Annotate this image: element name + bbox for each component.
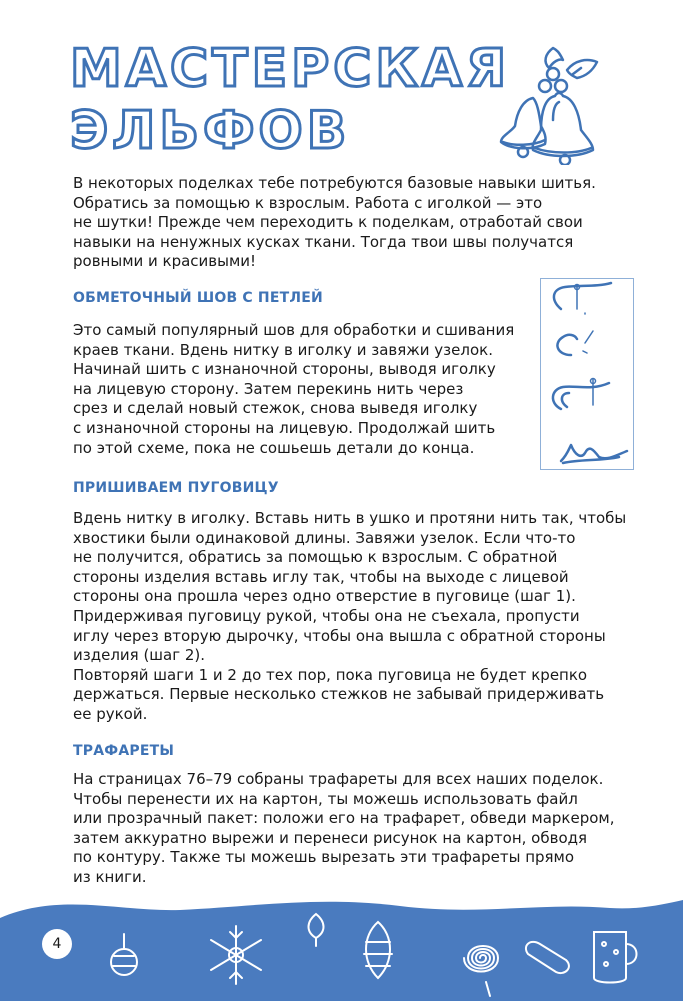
text-line: затем аккуратно вырежи и перенеси рисунок на картон, обводя [73, 828, 588, 847]
text-line: срез и сделай новый стежок, снова выведя иголку [73, 399, 478, 418]
overcast-stitch-paragraph [73, 321, 514, 458]
stencils-paragraph [73, 770, 615, 888]
text-line: Придерживая пуговицу рукой, чтобы она не съехала, пропусти [73, 606, 580, 625]
text-line: ее рукой. [73, 704, 148, 723]
text-line: не получится, обратись за помощью к взрослым. С обратной [73, 548, 558, 567]
text-line: Вдень нитку в иголку. Вставь нить в ушко и протяни нить так, чтобы [73, 509, 627, 527]
sew-button-paragraph [73, 509, 626, 725]
text-line: Повторяй шаги 1 и 2 до тех пор, пока пуговица не будет крепко [73, 665, 588, 684]
section-heading-overcast-stitch: ОБМЕТОЧНЫЙ ШОВ С ПЕТЛЕЙ [73, 290, 323, 306]
section-heading-sew-button: ПРИШИВАЕМ ПУГОВИЦУ [73, 480, 279, 496]
title-line-1: МАСТЕРСКАЯ [70, 39, 511, 99]
intro-line: навыки на ненужных кусках ткани. Тогда твои швы получатся [73, 232, 574, 251]
text-line: стороны она прошла через одно отверстие в пуговице (шаг 1). [73, 587, 576, 606]
text-line: из книги. [73, 867, 147, 886]
title-line-2: ЭЛЬФОВ [70, 101, 351, 161]
text-line: Это самый популярный шов для обработки и сшивания [73, 321, 515, 339]
intro-line: В некоторых поделках тебе потребуются базовые навыки шитья. [73, 174, 596, 192]
bells-holly-icon [493, 40, 608, 165]
intro-paragraph [73, 174, 596, 272]
text-line: по этой схеме, пока не сошьешь детали до конца. [73, 438, 475, 457]
section-heading-stencils: ТРАФАРЕТЫ [73, 743, 175, 759]
text-line: На страницах 76–79 собраны трафареты для всех наших поделок. [73, 770, 604, 788]
text-line: изделия (шаг 2). [73, 646, 206, 665]
intro-line: Обратись за помощью к взрослым. Работа с иголкой — это [73, 193, 543, 212]
stitch-diagram [540, 278, 634, 470]
text-line: с изнаночной стороны на лицевую. Продолжай шить [73, 418, 496, 437]
text-line: на лицевую сторону. Затем перекинь нить через [73, 379, 464, 398]
page-title [70, 38, 510, 162]
text-line: по контуру. Также ты можешь вырезать эти трафареты прямо [73, 848, 575, 867]
text-line: хвостики были одинаковой длины. Завяжи узелок. Если что-то [73, 528, 576, 547]
text-line: стороны изделия вставь иглу так, чтобы на выходе с лицевой [73, 567, 569, 586]
footer-wave-decoration [0, 892, 683, 1001]
text-line: Чтобы перенести их на картон, ты можешь использовать файл [73, 789, 578, 808]
page-number: 4 [42, 929, 72, 959]
text-line: держаться. Первые несколько стежков не забывай придерживать [73, 685, 605, 704]
text-line: краев ткани. Вдень нитку в иголку и завяжи узелок. [73, 340, 493, 359]
text-line: Начинай шить с изнаночной стороны, выводя иголку [73, 360, 496, 379]
text-line: иглу через вторую дырочку, чтобы она вышла с обратной стороны [73, 626, 606, 645]
intro-line: ровными и красивыми! [73, 252, 257, 271]
text-line: или прозрачный пакет: положи его на трафарет, обведи маркером, [73, 809, 615, 828]
intro-line: не шутки! Прежде чем переходить к поделкам, отработай свои [73, 213, 583, 232]
